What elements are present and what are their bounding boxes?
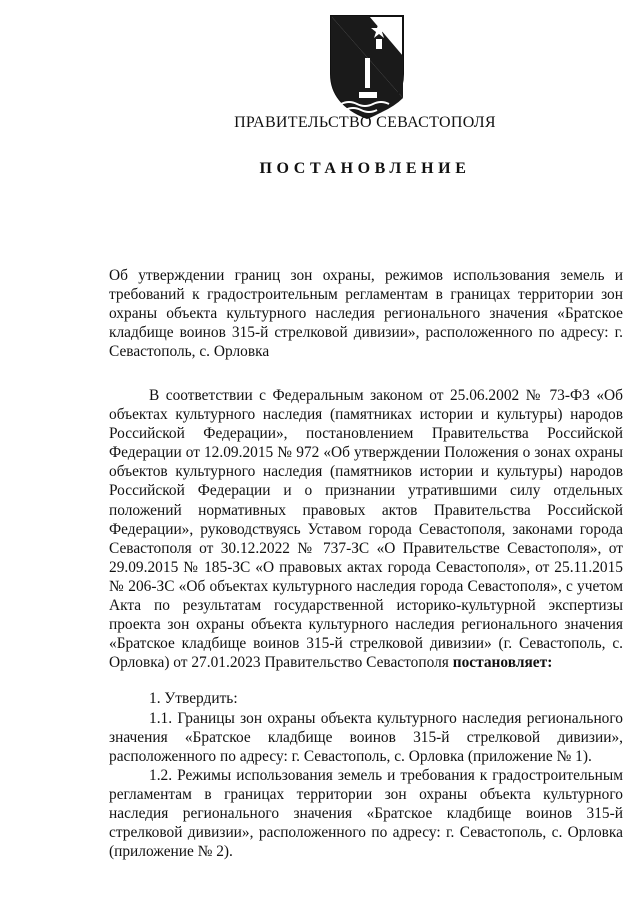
decree-word: постановляет: xyxy=(452,654,553,672)
document-type: ПОСТАНОВЛЕНИЕ xyxy=(259,160,471,177)
preamble-paragraph xyxy=(109,386,623,672)
document-body xyxy=(109,386,623,861)
list-item: 1. Утвердить: xyxy=(149,690,238,708)
preamble-text: В соответствии с Федеральным законом от 25.06.2002 № 73-ФЗ «Об объектах культурного наследия (памятниках истории и культуры) народов Российской Федерации», постановлением Правительства Российской Федерации от 12.09.2015 № 972 «Об утверждении Положения о зонах охраны объектов культурного наследия (памятников истории и культуры) народов Российской Федерации и о признании утратившими силу отдельных положений нормативных правовых актов Правительства Российской Федерации», руководствуясь Уставом города Севастополя, законами города Севастополя от 30.12.2022 № 737-ЗС «О Правительстве Севастополя», от 29.09.2015 № 185-ЗС «О правовых актах города Севастополя», от 25.11.2015 № 206-ЗС «Об объектах культурного наследия города Севастополя», с учетом Акта по результатам государственной историко-культурной экспертизы проекта зон охраны объекта культурного наследия регионального значения «Братское кладбище воинов 315-й стрелковой дивизии» (г. Севастополь, с. Орловка) от 27.01.2023 Правительство Севастополя xyxy=(109,387,623,672)
government-title: ПРАВИТЕЛЬСТВО СЕВАСТОПОЛЯ xyxy=(234,114,496,131)
document-subject: Об утверждении границ зон охраны, режимов использования земель и требований к градостроительным регламентам в границах территории зон охраны объекта культурного наследия регионального значения «Братское кладбище воинов 315-й стрелковой дивизии», расположенного по адресу: г. Севастополь, с. Орловка xyxy=(109,267,623,361)
sevastopol-coat-of-arms-icon xyxy=(327,12,407,122)
list-item: 1.1. Границы зон охраны объекта культурного наследия регионального значения «Братское кладбище воинов 315-й стрелковой дивизии», расположенного по адресу: г. Севастополь, с. Орловка (приложение № 1). xyxy=(109,709,623,765)
list-item: 1.2. Режимы использования земель и требования к градостроительным регламентам в границах территории зон охраны объекта культурного наследия регионального значения «Братское кладбище воинов 315-й стрелковой дивизии», расположенного по адресу: г. Севастополь, с. Орловка (приложение № 2). xyxy=(109,766,623,861)
